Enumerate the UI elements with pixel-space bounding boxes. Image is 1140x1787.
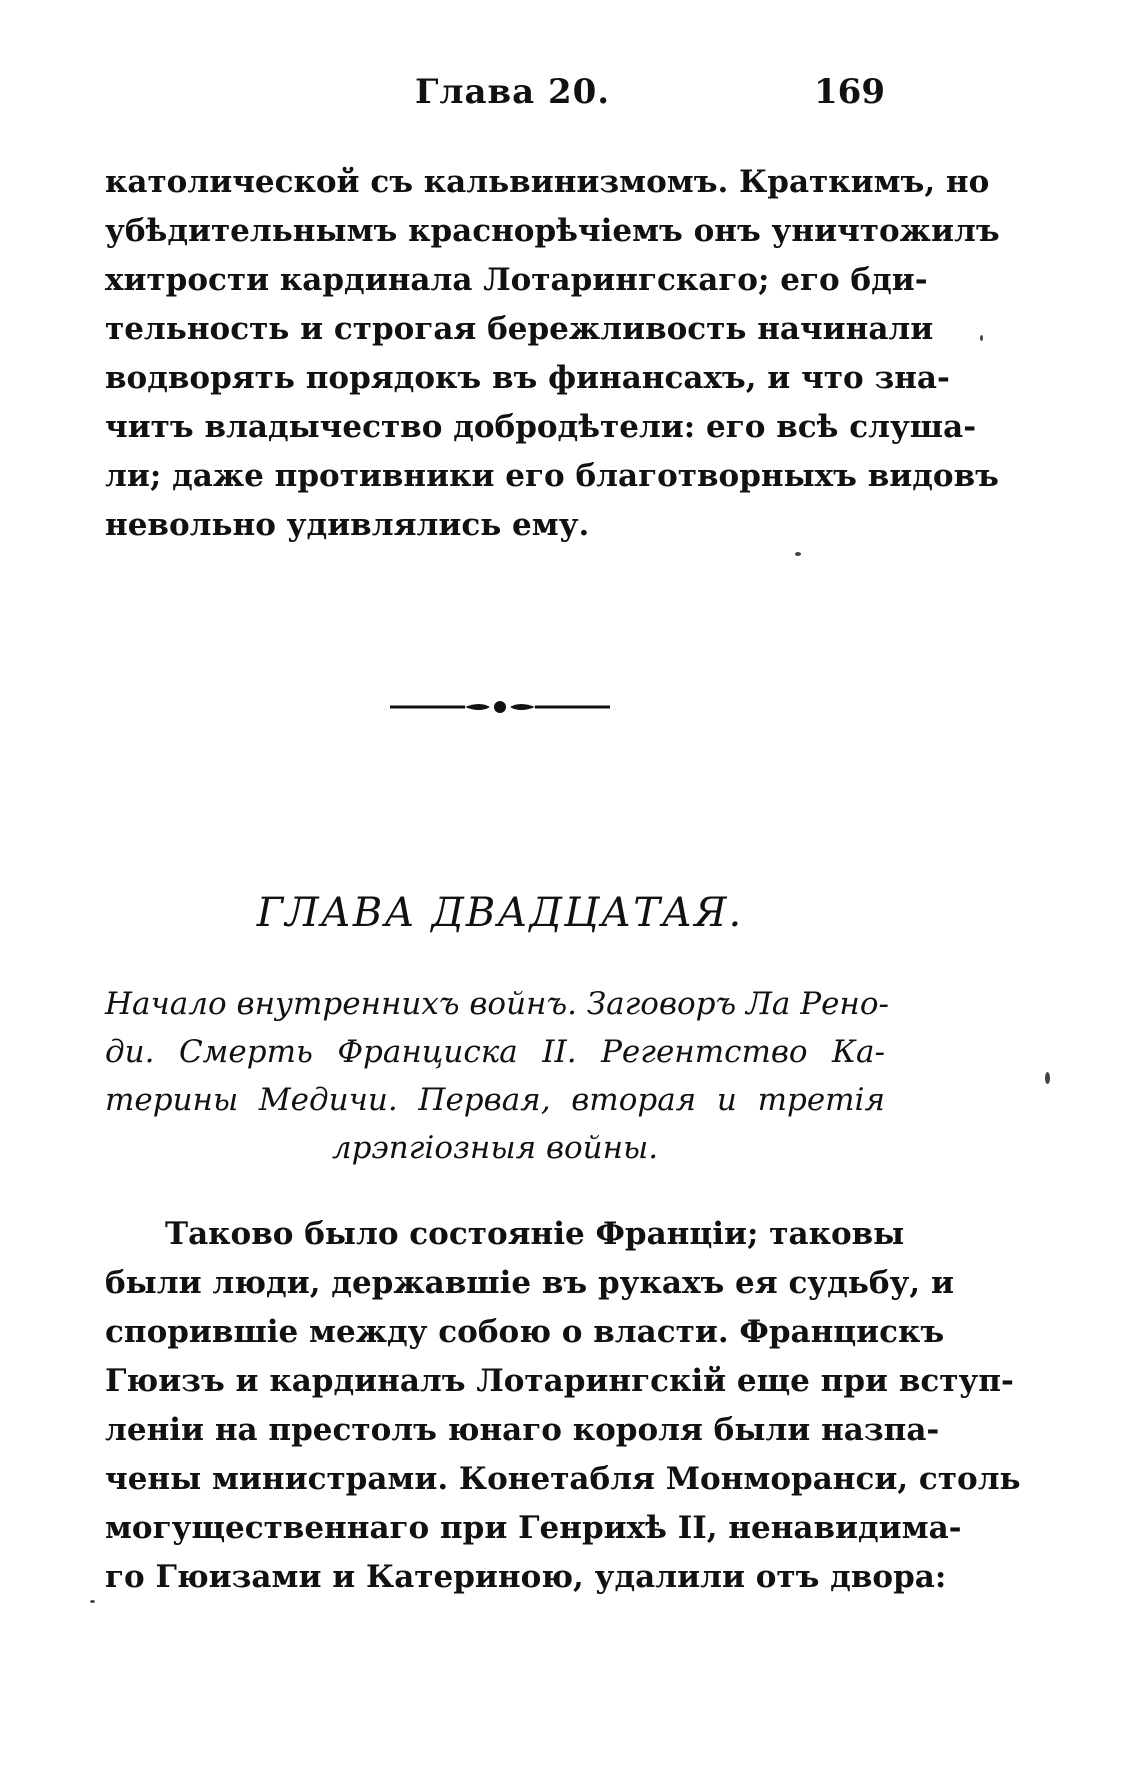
text-line: хитрости кардинала Лотарингскаго; его бди- <box>105 262 928 298</box>
scan-speck <box>1045 1072 1050 1084</box>
text-line: были люди, державшіе въ рукахъ ея судьбу, и <box>105 1265 954 1301</box>
paragraph-continuation <box>105 158 1000 550</box>
running-head: Глава 20. <box>415 72 611 112</box>
summary-line: Начало внутреннихъ войнъ. Заговоръ Ла Рено- <box>105 986 889 1022</box>
text-line: водворять порядокъ въ финансахъ, и что зна- <box>105 360 950 396</box>
text-line: могущественнаго при Генрихѣ II, ненавидима- <box>105 1510 962 1546</box>
section-divider-ornament <box>390 700 610 714</box>
text-line: Гюизъ и кардиналъ Лотарингскій еще при вступ- <box>105 1363 1014 1399</box>
text-line: ли; даже противники его благотворныхъ видовъ <box>105 458 999 494</box>
summary-line: ди. Смерть Франциска II. Регентство Ка- <box>105 1034 885 1070</box>
scan-speck <box>90 1600 95 1603</box>
chapter-summary <box>105 980 889 1172</box>
summary-line: терины Медичи. Первая, вторая и третія <box>105 1082 885 1118</box>
text-line: го Гюизами и Катериною, удалили отъ двора: <box>105 1559 947 1595</box>
text-line: убѣдительнымъ краснорѣчіемъ онъ уничтожилъ <box>105 213 1000 249</box>
scan-speck <box>795 552 801 556</box>
scan-speck <box>980 335 983 341</box>
chapter-body-paragraph <box>105 1210 1021 1602</box>
text-line: католической съ кальвинизмомъ. Краткимъ, но <box>105 164 990 200</box>
text-line: леніи на престолъ юнаго короля были назпа- <box>105 1412 940 1448</box>
page-header <box>105 72 885 122</box>
text-line: тельность и строгая бережливость начинали <box>105 311 934 347</box>
chapter-title: ГЛАВА ДВАДЦАТАЯ. <box>256 890 744 936</box>
text-line: читъ владычество добродѣтели: его всѣ слуша- <box>105 409 977 445</box>
text-line: невольно удивлялись ему. <box>105 507 590 543</box>
text-line: Таково было состояніе Франціи; таковы <box>165 1216 905 1252</box>
text-line: чены министрами. Конетабля Монморанси, столь <box>105 1461 1021 1497</box>
summary-line: лрэпгіозныя войны. <box>331 1130 659 1166</box>
page-number: 169 <box>814 72 885 112</box>
text-line: спорившіе между собою о власти. Францискъ <box>105 1314 945 1350</box>
